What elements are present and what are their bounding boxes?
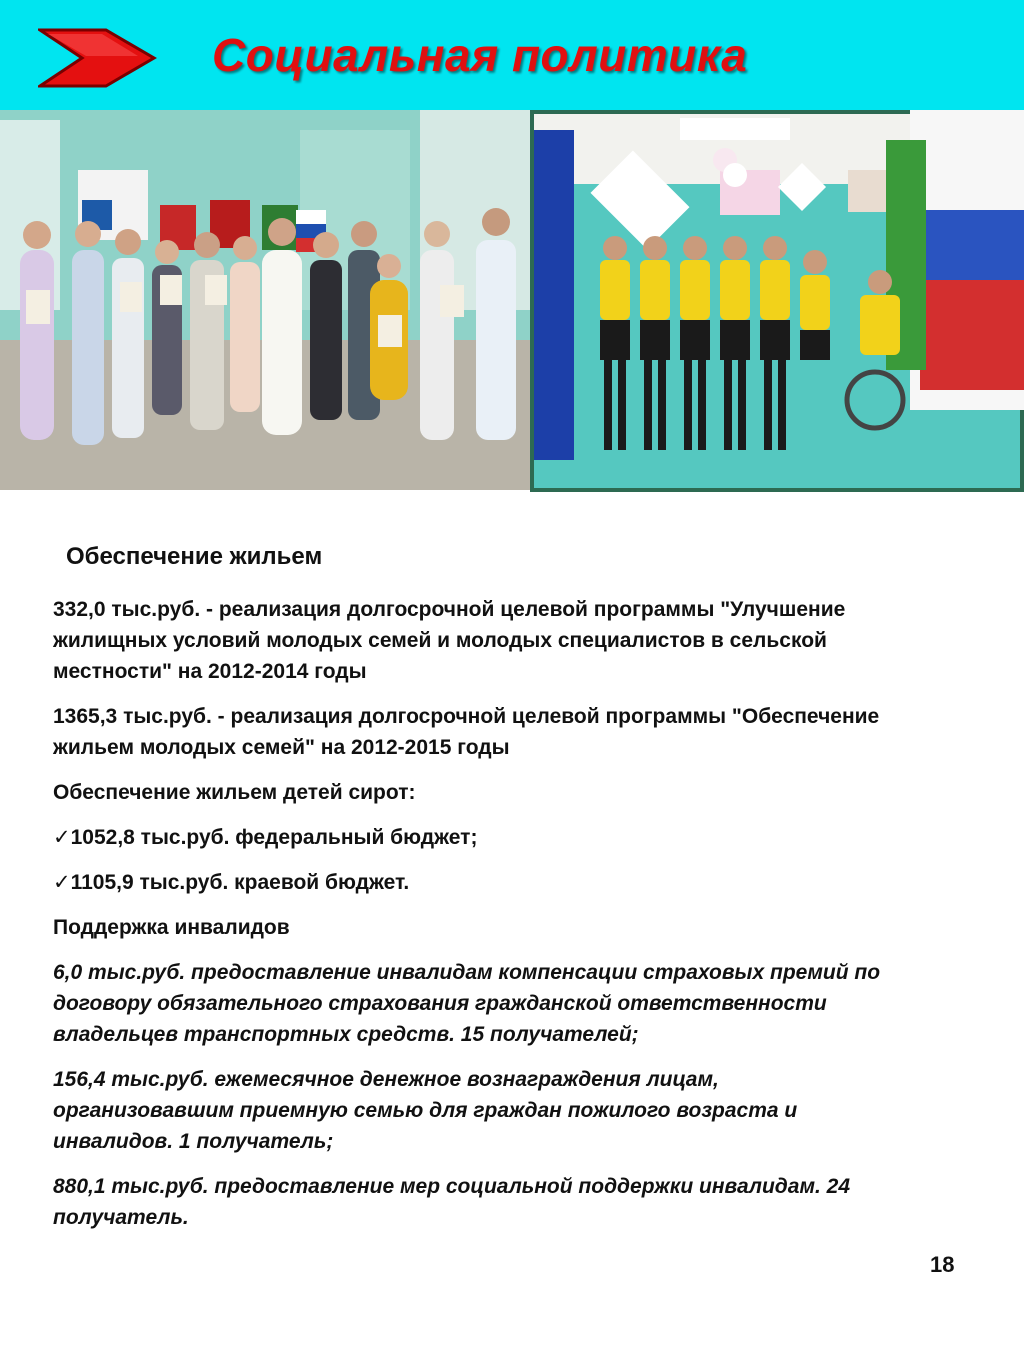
- check-mark-icon: ✓: [53, 826, 71, 849]
- section-title: Обеспечение жильем: [66, 543, 323, 570]
- red-arrow-right-icon: [38, 26, 158, 90]
- paragraph-social-support-measures: 880,1 тыс.руб. предоставление мер социальной поддержки инвалидам. 24 получатель.: [53, 1175, 851, 1229]
- check-mark-icon: ✓: [53, 871, 71, 894]
- header-bar: [0, 0, 1024, 110]
- group-photo-sports-team: [530, 110, 1024, 492]
- list-item-federal-budget: [53, 822, 903, 853]
- list-item-regional-budget: [53, 867, 903, 898]
- paragraph-housing-rural: 332,0 тыс.руб. - реализация долгосрочной целевой программы "Улучшение жилищных условий молодых семей и молодых специалистов в сельской местности" на 2012-2014 годы: [53, 598, 846, 683]
- paragraph-orphans-housing: Обеспечение жильем детей сирот:: [53, 781, 416, 804]
- page-number: 18: [930, 1252, 955, 1277]
- paragraph-insurance-compensation: 6,0 тыс.руб. предоставление инвалидам компенсации страховых премий по договору обязательного страхования гражданской ответственности владельцев транспортных средств. 15 получателей;: [53, 961, 881, 1046]
- paragraph-foster-family-reward: 156,4 тыс.руб. ежемесячное денежное вознаграждения лицам, организовавшим приемную семью для граждан пожилого возраста и инвалидов. 1 получатель;: [53, 1068, 798, 1153]
- group-photo-award-ceremony: [0, 110, 530, 490]
- content-body: [53, 594, 903, 1247]
- list-item-label: 1052,8 тыс.руб. федеральный бюджет;: [70, 826, 478, 849]
- page-title: Социальная политика: [212, 29, 748, 81]
- list-item-label: 1105,9 тыс.руб. краевой бюджет.: [70, 871, 410, 894]
- paragraph-housing-young-families: 1365,3 тыс.руб. - реализация долгосрочной целевой программы "Обеспечение жильем молодых семей" на 2012-2015 годы: [53, 705, 880, 759]
- paragraph-disabled-support: Поддержка инвалидов: [53, 916, 290, 939]
